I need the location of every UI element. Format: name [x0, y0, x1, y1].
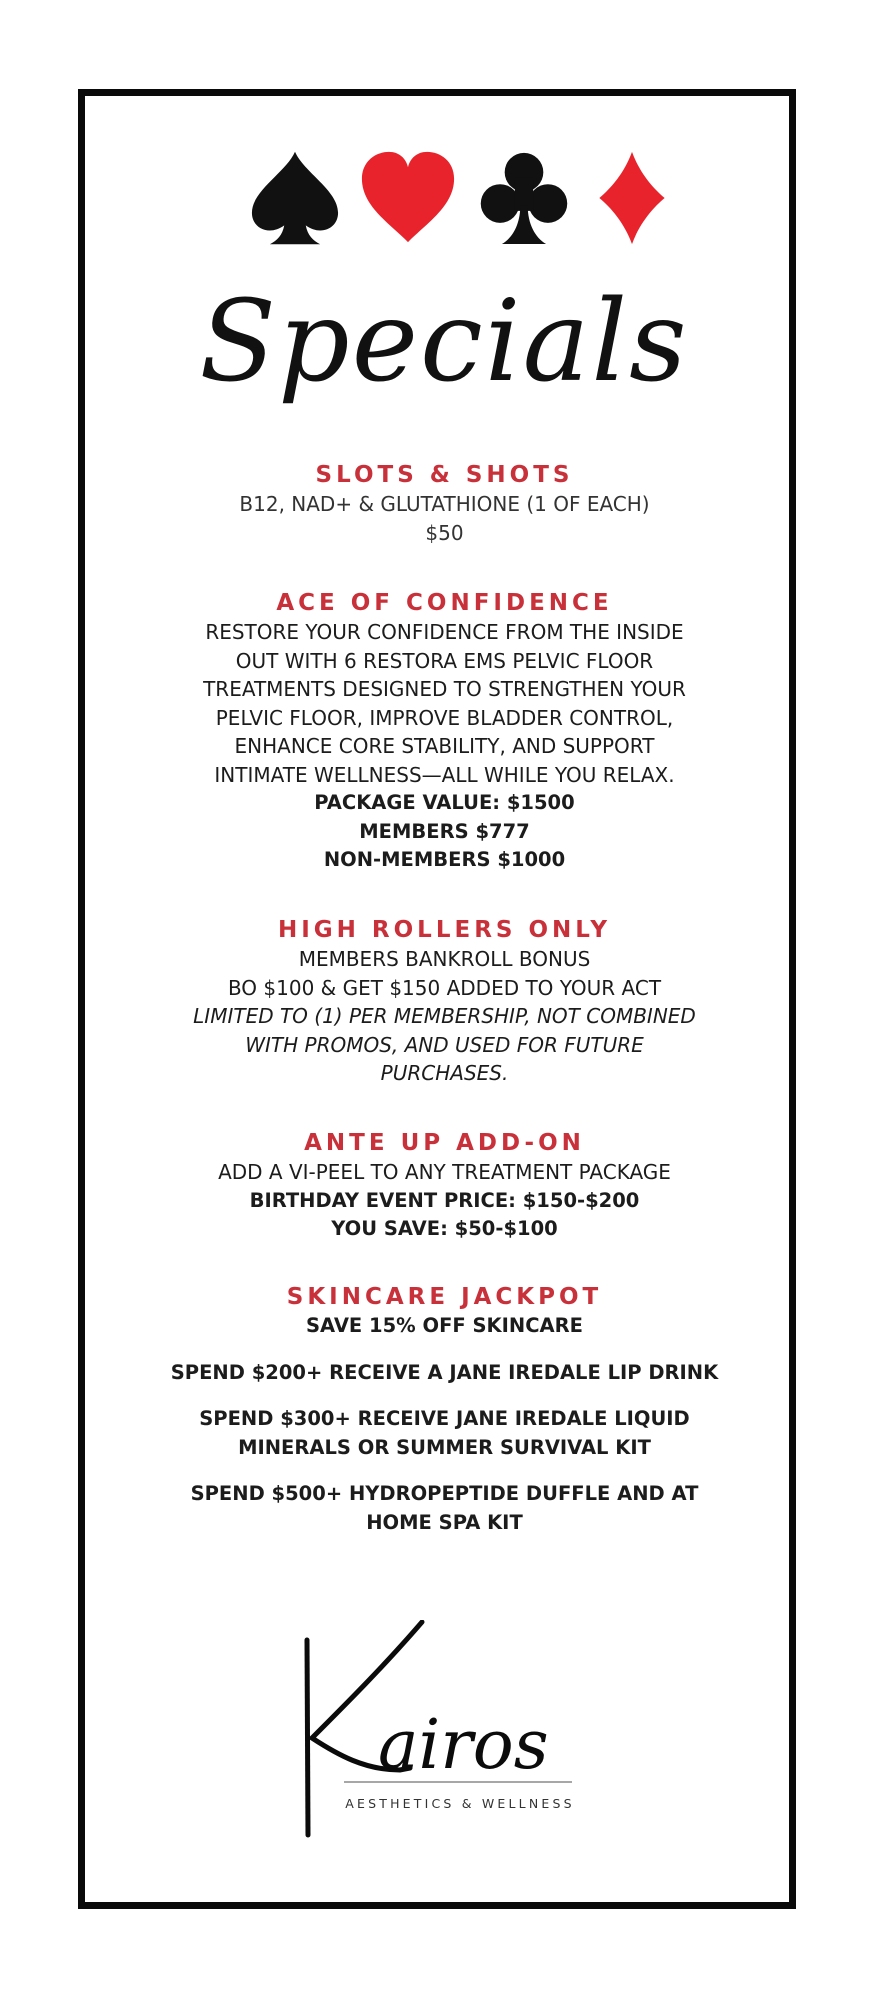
special-line: PURCHASES. [380, 1061, 509, 1085]
special-line: WITH PROMOS, AND USED FOR FUTURE [245, 1032, 644, 1057]
special-title: SLOTS & SHOTS [315, 462, 574, 488]
kairos-logo [290, 1620, 600, 1850]
special-line: TREATMENTS DESIGNED TO STRENGTHEN YOUR [203, 677, 686, 701]
special-section [150, 460, 739, 547]
logo-wordmark: airos [378, 1706, 549, 1785]
special-line: YOU SAVE: $50-$100 [331, 1217, 558, 1240]
spade-icon [250, 150, 340, 246]
special-line: MINERALS OR SUMMER SURVIVAL KIT [238, 1435, 651, 1459]
specials-script [0, 270, 889, 430]
line-gap [150, 1387, 739, 1405]
specials-title [0, 270, 889, 434]
special-line: BO $100 & GET $150 ADDED TO YOUR ACT [227, 975, 662, 1000]
special-line: PELVIC FLOOR, IMPROVE BLADDER CONTROL, [215, 705, 674, 730]
special-line: LIMITED TO (1) PER MEMBERSHIP, NOT COMBINED [193, 1004, 696, 1028]
special-line: HOME SPA KIT [366, 1510, 523, 1534]
club-icon [478, 150, 570, 246]
special-section [150, 588, 739, 875]
special-line: ENHANCE CORE STABILITY, AND SUPPORT [234, 734, 655, 758]
special-line: B12, NAD+ & GLUTATHIONE (1 OF EACH) [239, 492, 650, 516]
special-line: INTIMATE WELLNESS—ALL WHILE YOU RELAX. [214, 762, 675, 787]
special-line: NON-MEMBERS $1000 [323, 848, 566, 871]
special-line: SPEND $500+ HYDROPEPTIDE DUFFLE AND AT [190, 1482, 699, 1505]
special-line: BIRTHDAY EVENT PRICE: $150-$200 [249, 1188, 640, 1212]
special-line: SPEND $300+ RECEIVE JANE IREDALE LIQUID [199, 1407, 690, 1430]
special-line: RESTORE YOUR CONFIDENCE FROM THE INSIDE [205, 620, 684, 644]
special-line: MEMBERS BANKROLL BONUS [298, 947, 591, 971]
diamond-icon [596, 150, 668, 246]
heart-icon [360, 150, 456, 246]
special-title: ANTE UP ADD-ON [304, 1130, 585, 1156]
special-line: PACKAGE VALUE: $1500 [314, 791, 575, 814]
special-section [150, 1128, 739, 1244]
specials-title-text: Specials [199, 277, 689, 407]
special-title: SKINCARE JACKPOT [286, 1284, 603, 1310]
line-gap [150, 1341, 739, 1359]
special-line: ADD A VI-PEEL TO ANY TREATMENT PACKAGE [218, 1160, 671, 1184]
special-line: OUT WITH 6 RESTORA EMS PELVIC FLOOR [235, 648, 654, 673]
line-gap [150, 1462, 739, 1480]
special-line: MEMBERS $777 [359, 819, 530, 843]
special-line: SPEND $200+ RECEIVE A JANE IREDALE LIP DRINK [170, 1360, 719, 1384]
logo-tagline: AESTHETICS & WELLNESS [345, 1796, 575, 1811]
special-title: HIGH ROLLERS ONLY [277, 917, 612, 943]
special-section [150, 915, 739, 1088]
card-suits [0, 150, 889, 250]
special-title: ACE OF CONFIDENCE [276, 590, 613, 616]
special-section [150, 1282, 739, 1537]
special-line: $50 [425, 520, 464, 545]
special-line: SAVE 15% OFF SKINCARE [306, 1314, 583, 1337]
